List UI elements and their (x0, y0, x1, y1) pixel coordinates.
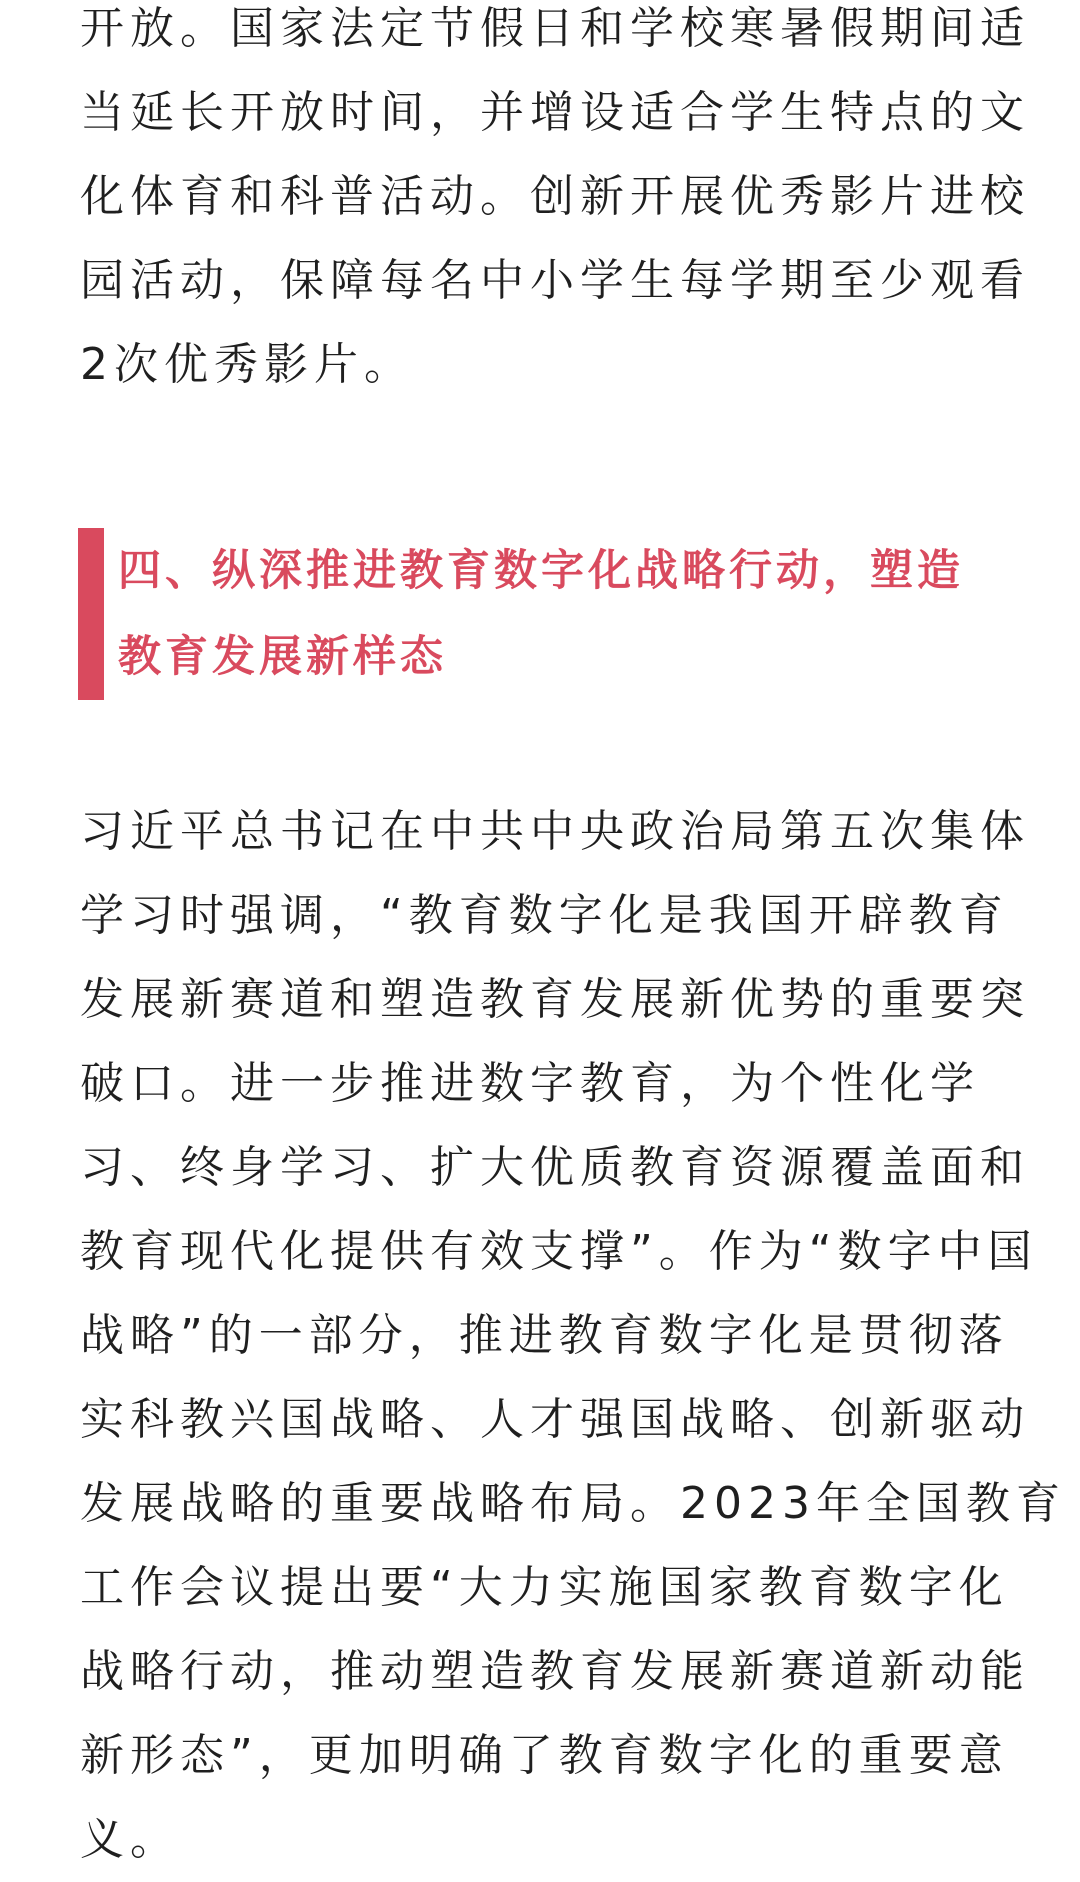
text-line: 习、终身学习、扩大优质教育资源覆盖面和 (80, 1142, 1030, 1193)
text-line: 当延长开放时间，并增设适合学生特点的文 (80, 87, 1030, 138)
text-line: 破口。进一步推进数字教育，为个性化学 (80, 1058, 980, 1109)
text-line: 学习时强调，“教育数字化是我国开辟教育 (80, 890, 1009, 941)
body-paragraph (80, 790, 1066, 1882)
text-line: 发展战略的重要战略布局。2023年全国教育 (80, 1478, 1066, 1529)
text-line: 工作会议提出要“大力实施国家教育数字化 (80, 1562, 1009, 1613)
text-line: 化体育和科普活动。创新开展优秀影片进校 (80, 171, 1030, 222)
text-line: 习近平总书记在中共中央政治局第五次集体 (80, 806, 1030, 857)
text-line: 2次优秀影片。 (80, 339, 414, 390)
text-line: 义。 (80, 1814, 180, 1865)
heading-line: 教育发展新样态 (118, 632, 447, 682)
intro-paragraph (80, 0, 1030, 407)
text-line: 开放。国家法定节假日和学校寒暑假期间适 (80, 3, 1030, 54)
text-line: 发展新赛道和塑造教育发展新优势的重要突 (80, 974, 1030, 1025)
text-line: 战略”的一部分，推进教育数字化是贯彻落 (80, 1310, 1009, 1361)
text-line: 教育现代化提供有效支撑”。作为“数字中国 (80, 1226, 1038, 1277)
heading-line: 四、纵深推进教育数字化战略行动，塑造 (118, 546, 964, 596)
text-line: 园活动，保障每名中小学生每学期至少观看 (80, 255, 1030, 306)
text-line: 实科教兴国战略、人才强国战略、创新驱动 (80, 1394, 1030, 1445)
section-heading-title (118, 528, 1008, 700)
text-line: 新形态”，更加明确了教育数字化的重要意 (80, 1730, 1009, 1781)
text-line: 战略行动，推动塑造教育发展新赛道新动能 (80, 1646, 1030, 1697)
heading-accent-bar (78, 528, 104, 700)
section-heading (78, 528, 1008, 700)
